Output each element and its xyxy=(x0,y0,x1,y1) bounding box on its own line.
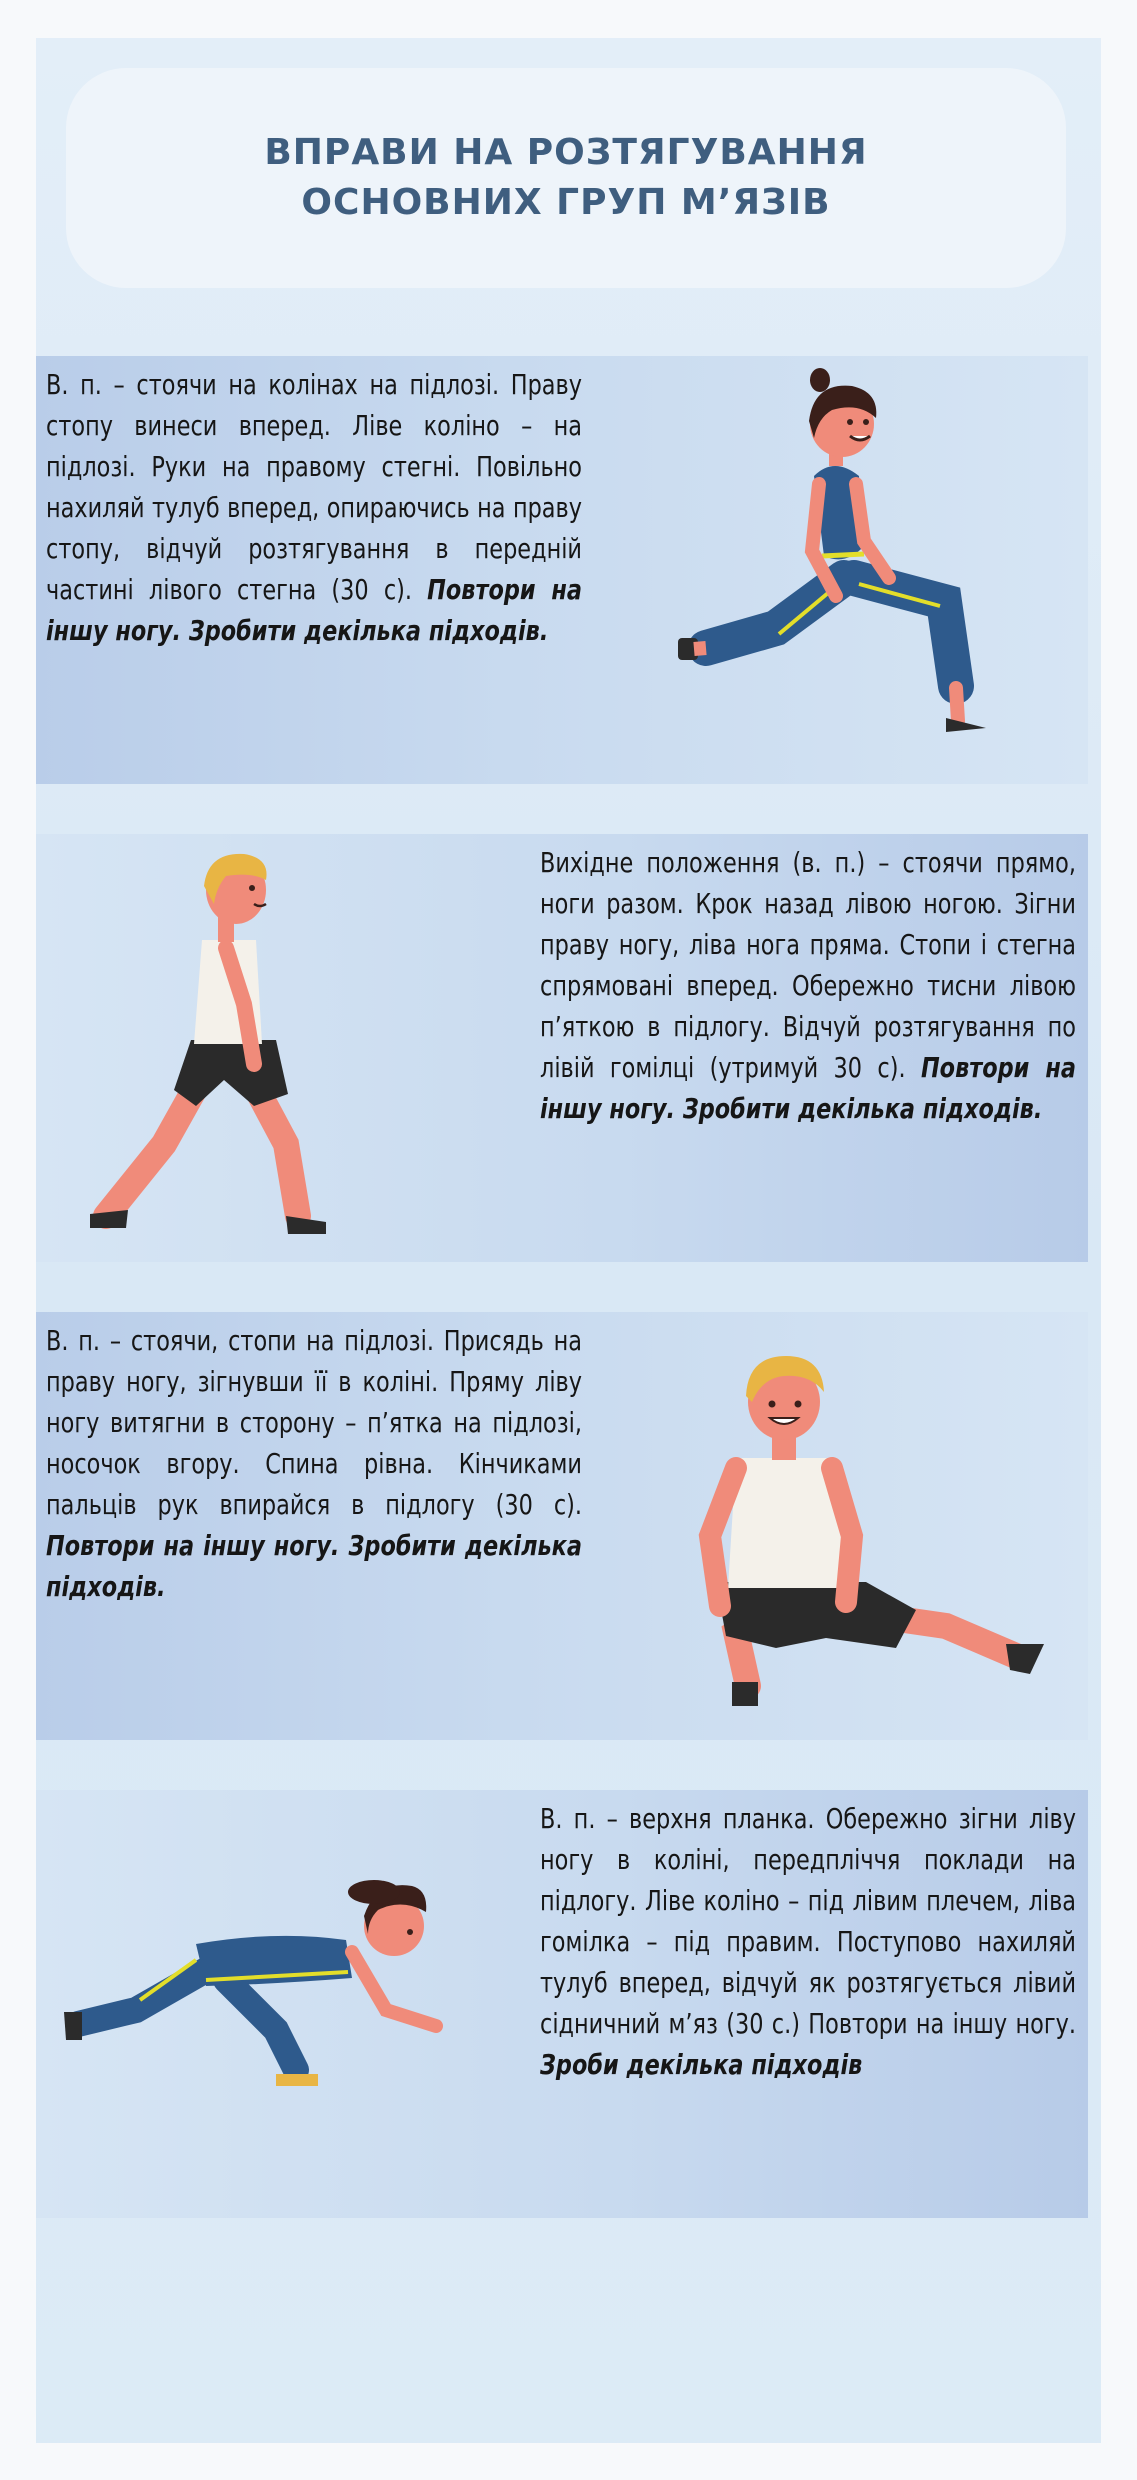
exercise-1-emphasis: Повтори на іншу ногу. Зробити декілька підходів. xyxy=(46,573,582,647)
exercise-2-description xyxy=(540,842,1076,1129)
exercise-2 xyxy=(36,834,1088,1262)
plank-glute-stretch-figure xyxy=(56,1860,476,2120)
exercise-2-emphasis: Повтори на іншу ногу. Зробити декілька підходів. xyxy=(540,1051,1076,1125)
standing-calf-stretch-figure xyxy=(76,844,416,1264)
exercise-2-text: Вихідне положення (в. п.) – стоячи прямо, ноги разом. Крок назад лівою ногою. Зігни праву ногу, ліва нога пряма. Стопи і стегна спрямовані вперед. Обережно тисни лівою п’яткою в підлогу. Відчуй розтягування по лівій гомілці (утримуй 30 с). xyxy=(540,846,1076,1084)
kneeling-lunge-figure xyxy=(664,366,1044,766)
exercise-1-description xyxy=(46,364,582,651)
poster-sheet xyxy=(36,38,1101,2443)
exercise-1-text: В. п. – стоячи на колінах на підлозі. Праву стопу винеси вперед. Ліве коліно – на підлозі. Руки на правому стегні. Повільно нахиляй тулуб вперед, опираючись на праву стопу, відчуй розтягування в передній частині лівого стегна (30 с). xyxy=(46,368,582,606)
title-banner xyxy=(66,68,1066,288)
exercise-4-description xyxy=(540,1798,1076,2085)
exercise-4-text: В. п. – верхня планка. Обережно зігни ліву ногу в коліні, передпліччя поклади на підлогу. Ліве коліно – під лівим плечем, ліва гомілка – під правим. Поступово нахиляй тулуб вперед, відчуй як розтягується лівий сідничний м’яз (30 с.) Повтори на іншу ногу. xyxy=(540,1802,1076,2040)
exercise-3-text: В. п. – стоячи, стопи на підлозі. Присядь на праву ногу, зігнувши її в коліні. Пряму ліву ногу витягни в сторону – п’ятка на підлозі, носочок вгору. Спина рівна. Кінчиками пальців рук впирайся в підлогу (30 с). xyxy=(46,1324,582,1521)
exercise-3 xyxy=(36,1312,1088,1740)
exercise-4-emphasis: Зроби декілька підходів xyxy=(540,2048,863,2081)
exercise-3-description xyxy=(46,1320,582,1607)
exercise-4 xyxy=(36,1790,1088,2218)
exercise-3-emphasis: Повтори на іншу ногу. Зробити декілька підходів. xyxy=(46,1529,582,1603)
page-title: ВПРАВИ НА РОЗТЯГУВАННЯ ОСНОВНИХ ГРУП М’ЯЗІВ xyxy=(264,132,868,223)
side-lunge-figure xyxy=(676,1326,1076,1736)
exercise-1 xyxy=(36,356,1088,784)
